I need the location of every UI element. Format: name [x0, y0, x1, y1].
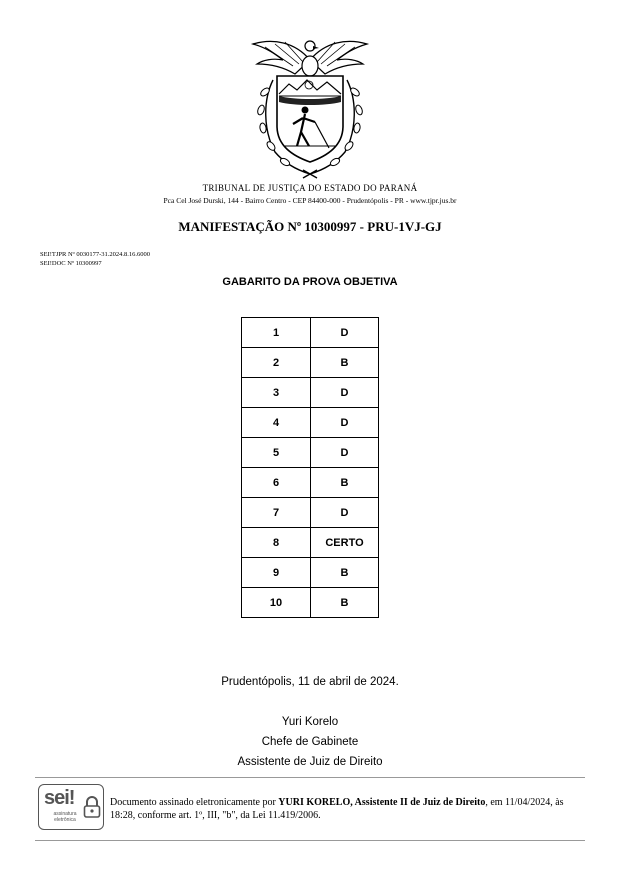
question-number: 7 [242, 498, 311, 528]
seal-caption: assinatura eletrônica [53, 811, 77, 823]
table-row [242, 348, 379, 378]
signer-role: Chefe de Gabinete [261, 736, 359, 748]
answer-value: B [311, 348, 379, 378]
table-row [242, 588, 379, 618]
table-row [242, 468, 379, 498]
signer-name: Yuri Korelo [281, 716, 339, 728]
table-row [242, 318, 379, 348]
court-address: Pca Cel José Durski, 144 - Bairro Centro - CEP 84400-000 - Prudentópolis - PR - www.tjpr.jus.br [163, 196, 457, 205]
signature-signer: YURI KORELO, Assistente II de Juiz de Direito [278, 797, 486, 808]
sei-references [40, 250, 150, 268]
question-number: 6 [242, 468, 311, 498]
answer-value: B [311, 588, 379, 618]
question-number: 5 [242, 438, 311, 468]
question-number: 9 [242, 558, 311, 588]
question-number: 3 [242, 378, 311, 408]
answer-value: D [311, 318, 379, 348]
table-row [242, 378, 379, 408]
state-coat-of-arms [245, 30, 375, 180]
question-number: 1 [242, 318, 311, 348]
electronic-signature-notice [110, 796, 580, 822]
table-row [242, 438, 379, 468]
answer-key-table [241, 317, 379, 618]
answer-value: D [311, 408, 379, 438]
sei-process-number: SEI!TJPR Nº 0030177-31.2024.8.16.6000 [40, 251, 150, 258]
document-title: MANIFESTAÇÃO Nº 10300997 - PRU-1VJ-GJ [178, 219, 442, 234]
court-name: TRIBUNAL DE JUSTIÇA DO ESTADO DO PARANÁ [202, 183, 418, 193]
signature-text-start: Documento assinado eletronicamente por [110, 797, 279, 808]
place-and-date: Prudentópolis, 11 de abril de 2024. [221, 676, 399, 688]
question-number: 8 [242, 528, 311, 558]
sei-doc-number: SEI!DOC Nº 10300997 [40, 260, 102, 267]
signer-role: Assistente de Juiz de Direito [237, 756, 383, 768]
table-row [242, 408, 379, 438]
divider [35, 840, 585, 841]
question-number: 2 [242, 348, 311, 378]
answer-value: B [311, 558, 379, 588]
answer-value: D [311, 498, 379, 528]
table-row [242, 528, 379, 558]
sei-logo: sei! [44, 787, 75, 809]
answer-value: CERTO [311, 528, 379, 558]
signature-text-end: , em 11/04/2024, às 18:28, conforme art. 1º, III, "b", da Lei 11.419/2006. [110, 797, 564, 821]
question-number: 4 [242, 408, 311, 438]
answer-value: B [311, 468, 379, 498]
answer-value: D [311, 378, 379, 408]
table-row [242, 558, 379, 588]
section-title: GABARITO DA PROVA OBJETIVA [222, 276, 398, 288]
lock-icon [83, 795, 101, 819]
question-number: 10 [242, 588, 311, 618]
sei-signature-seal [38, 784, 104, 830]
answer-value: D [311, 438, 379, 468]
table-row [242, 498, 379, 528]
divider [35, 777, 585, 778]
